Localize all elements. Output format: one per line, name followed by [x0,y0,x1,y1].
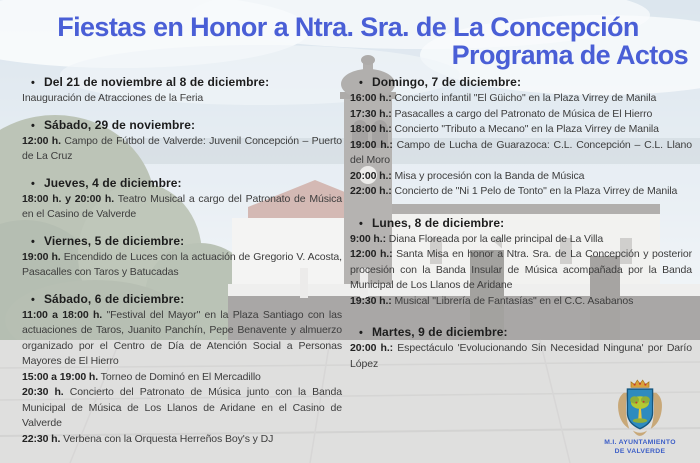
event-time: 15:00 a 19:00 h. [22,370,99,383]
event-date-heading [350,324,692,341]
bullet-icon: • [31,119,35,132]
event-item: 22:00 h.: Concierto de "Ni 1 Pelo de Tonto" en la Plaza Virrey de Manila [350,185,678,197]
event-time: 9:00 h.: [350,232,386,245]
event-time: 20:00 h.: [350,342,394,354]
event-group [22,175,342,223]
event-item: 20:30 h. Concierto del Patronato de Música junto con la Banda Municipal de Música de Los Llanos de Aridane en el Casino de Valverde [22,386,343,429]
event-item: 17:30 h.: Pasacalles a cargo del Patronato de Música de El Hierro [350,107,653,120]
event-item: 9:00 h.: Diana Floreada por la calle principal de La Villa [350,232,604,245]
poster-title-line1: Fiestas en Honor a Ntra. Sra. de La Concepción [57,12,639,42]
event-date-text: Sábado, 29 de noviembre: [43,117,196,132]
event-time: 17:30 h.: [350,107,392,120]
event-group [22,117,342,165]
bullet-icon: • [31,177,35,190]
valverde-coat-of-arms-icon [613,378,667,438]
event-time: 12:00 h.: [350,248,393,260]
event-item: 19:00 h.: Campo de Lucha de Guarazoca: C.L. Concepción – C.L. Llano del Moro [350,138,692,166]
event-item: 15:00 a 19:00 h. Torneo de Dominó en El Mercadillo [22,370,261,383]
event-time: 19:30 h.: [350,294,392,307]
event-item: 12:00 h.: Santa Misa en honor a Ntra. Sra. de La Concepción y posterior procesión con la Banda Insular de Música acompañada por la Banda Municipal de Los Llanos de Aridane [350,248,692,291]
event-date-heading [350,215,692,232]
event-date-text: Lunes, 8 de diciembre: [371,215,505,230]
event-time: 18:00 h.: [350,123,392,135]
event-time: 22:30 h. [22,432,61,445]
event-item: 19:00 h. Encendido de Luces con la actuación de Gregorio V. Acosta, Pasacalles con Taros y Batucadas [22,250,342,278]
ayuntamiento-logo [594,378,686,456]
event-time: 12:00 h. [22,134,61,147]
bullet-icon: • [31,293,35,306]
logo-caption-line2: DE VALVERDE [614,447,666,455]
event-time: 22:00 h.: [350,185,392,197]
event-date-text: Sábado, 6 de diciembre: [43,291,185,306]
event-item: 18:00 h. y 20:00 h. Teatro Musical a cargo del Patronato de Música en el Casino de Valverde [22,192,343,220]
event-item: 20:00 h.: Misa y procesión con la Banda de Música [350,169,585,182]
event-item: 12:00 h. Campo de Fútbol de Valverde: Juvenil Concepción – Puerto de La Cruz [22,134,342,162]
event-date-heading [22,233,342,250]
bullet-icon: • [359,77,363,89]
event-date-heading [350,74,692,91]
event-date-text: Domingo, 7 de diciembre: [371,75,522,89]
event-group [350,324,692,372]
event-group [22,233,342,281]
event-time: 20:00 h.: [350,169,392,182]
event-group [22,74,342,107]
event-item: 16:00 h.: Concierto infantil "El Güicho" en la Plaza Virrey de Manila [350,92,657,104]
event-time: 20:30 h. [22,386,64,398]
event-time: 16:00 h.: [350,92,392,104]
event-item: 18:00 h.: Concierto "Tributo a Mecano" en la Plaza Virrey de Manila [350,123,659,135]
program-column-left [22,74,342,457]
event-item: 19:30 h.: Musical "Librería de Fantasías" en el C.C. Asabanos [350,294,634,307]
poster-title [8,13,688,69]
program-column-right [350,74,692,387]
event-item: Inauguración de Atracciones de la Feria [22,92,204,104]
poster-title-line2: Programa de Actos [451,40,688,70]
event-time: 18:00 h. y 20:00 h. [22,192,115,205]
event-date-text: Del 21 de noviembre al 8 de diciembre: [43,75,270,89]
bullet-icon: • [359,217,363,230]
bullet-icon: • [359,327,363,339]
event-date-heading [22,291,342,308]
event-date-text: Viernes, 5 de diciembre: [43,233,185,248]
logo-caption-line1: M.I. AYUNTAMIENTO [604,439,676,446]
event-group [22,291,342,448]
event-item: 11:00 a 18:00 h. "Festival del Mayor" en la Plaza Santiago con las actuaciones de Taros, Juanito Panchín, Pepe Benavente y almuerzo organizado por el Centro de Día de Atención Social a Personas Mayores de El Hierro [22,308,342,367]
event-time: 11:00 a 18:00 h. [22,308,103,321]
event-date-heading [22,117,342,134]
event-group [350,74,692,200]
event-group [350,215,692,310]
event-time: 19:00 h.: [350,138,393,151]
event-date-heading [22,74,342,91]
event-date-heading [22,175,342,192]
event-date-text: Martes, 9 de diciembre: [371,325,508,339]
bullet-icon: • [31,77,35,89]
event-date-text: Jueves, 4 de diciembre: [43,175,182,190]
event-time: 19:00 h. [22,250,61,263]
bullet-icon: • [31,235,35,248]
event-item: 20:00 h.: Espectáculo 'Evolucionando Sin Necesidad Ninguna' por Darío López [350,342,692,370]
event-item: 22:30 h. Verbena con la Orquesta Herreños Boy's y DJ [22,432,274,445]
